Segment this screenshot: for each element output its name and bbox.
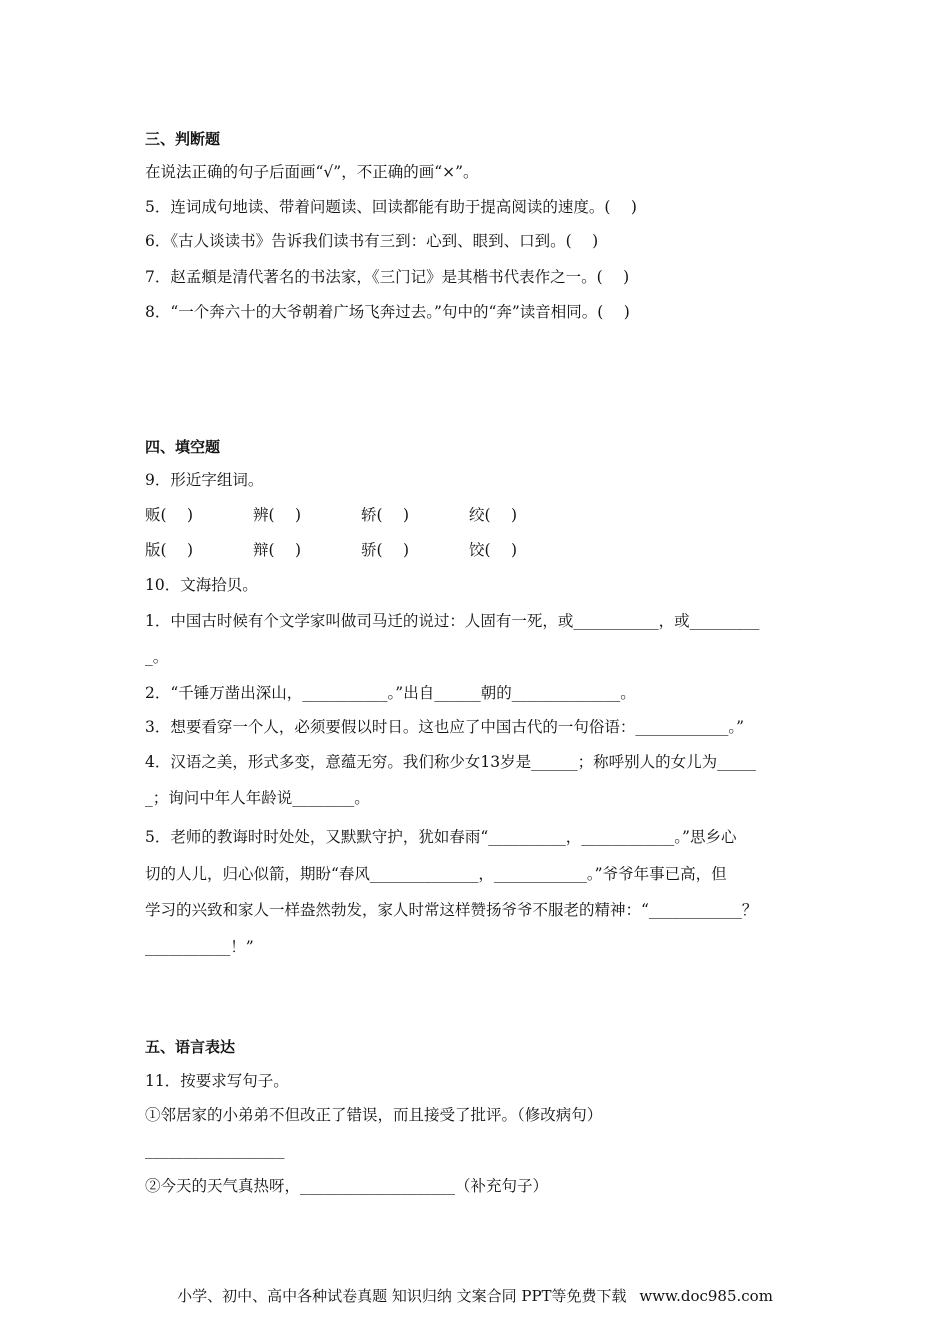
subquestion-5-line-4: ___________！” [145,938,254,956]
question-8: 8．“一个奔六十的大爷朝着广场飞奔过去。”句中的“奔”读音相同。( ) [145,303,630,321]
subquestion-4-line-1: 4．汉语之美，形式多变，意蕴无穷。我们称少女13岁是______；称呼别人的女儿为_____ [145,753,756,771]
item-2: ②今天的天气真热呀，____________________（补充句子） [145,1177,549,1195]
section-5-title: 五、语言表达 [145,1038,236,1056]
footer [0,1285,950,1306]
subquestion-5-line-3: 学习的兴致和家人一样盎然勃发，家人时常这样赞扬爷爷不服老的精神：“____________？ [145,901,758,919]
question-9: 9．形近字组词。 [145,471,264,489]
question-6: 6．《古人谈读书》告诉我们读书有三到：心到、眼到、口到。( ) [145,232,599,250]
subquestion-1-line-2: _。 [145,648,169,666]
subquestion-4-line-2: _；询问中年人年龄说________。 [145,789,370,807]
word-blank-6: 辩( ) [253,541,302,559]
question-10: 10．文海拾贝。 [145,576,258,594]
section-3-title: 三、判断题 [145,130,221,148]
word-blank-2: 辨( ) [253,506,302,524]
section-4-title: 四、填空题 [145,438,221,456]
word-blank-7: 骄( ) [361,541,410,559]
word-blank-8: 饺( ) [469,541,518,559]
subquestion-5-line-1: 5．老师的教诲时时处处，又默默守护，犹如春雨“__________，____________。”思乡心 [145,828,737,846]
word-blank-5: 版( ) [145,541,194,559]
answer-blank: __________________ [145,1141,285,1159]
question-5: 5．连词成句地读、带着问题读、回读都能有助于提高阅读的速度。( ) [145,198,637,216]
item-1: ①邻居家的小弟弟不但改正了错误，而且接受了批评。（修改病句） [145,1106,603,1124]
subquestion-1-line-1: 1．中国古时候有个文学家叫做司马迁的说过：人固有一死，或___________，或_________ [145,612,760,630]
question-7: 7．赵孟頫是清代著名的书法家，《三门记》是其楷书代表作之一。( ) [145,268,630,286]
word-blank-1: 贩( ) [145,506,194,524]
subquestion-5-line-2: 切的人儿，归心似箭，期盼“春风______________，____________。”爷爷年事已高，但 [145,865,727,883]
subquestion-2: 2．“千锤万凿出深山，___________。”出自______朝的______________。 [145,684,636,702]
section-3-instruction: 在说法正确的句子后面画“√”，不正确的画“×”。 [145,163,479,181]
footer-url[interactable]: www.doc985.com [639,1287,773,1305]
footer-text: 小学、初中、高中各种试卷真题 知识归纳 文案合同 PPT等免费下载 [177,1287,627,1305]
subquestion-3: 3．想要看穿一个人，必须要假以时日。这也应了中国古代的一句俗语：____________。” [145,718,745,736]
question-11: 11．按要求写句子。 [145,1072,289,1090]
word-blank-3: 轿( ) [361,506,410,524]
word-blank-4: 绞( ) [469,506,518,524]
